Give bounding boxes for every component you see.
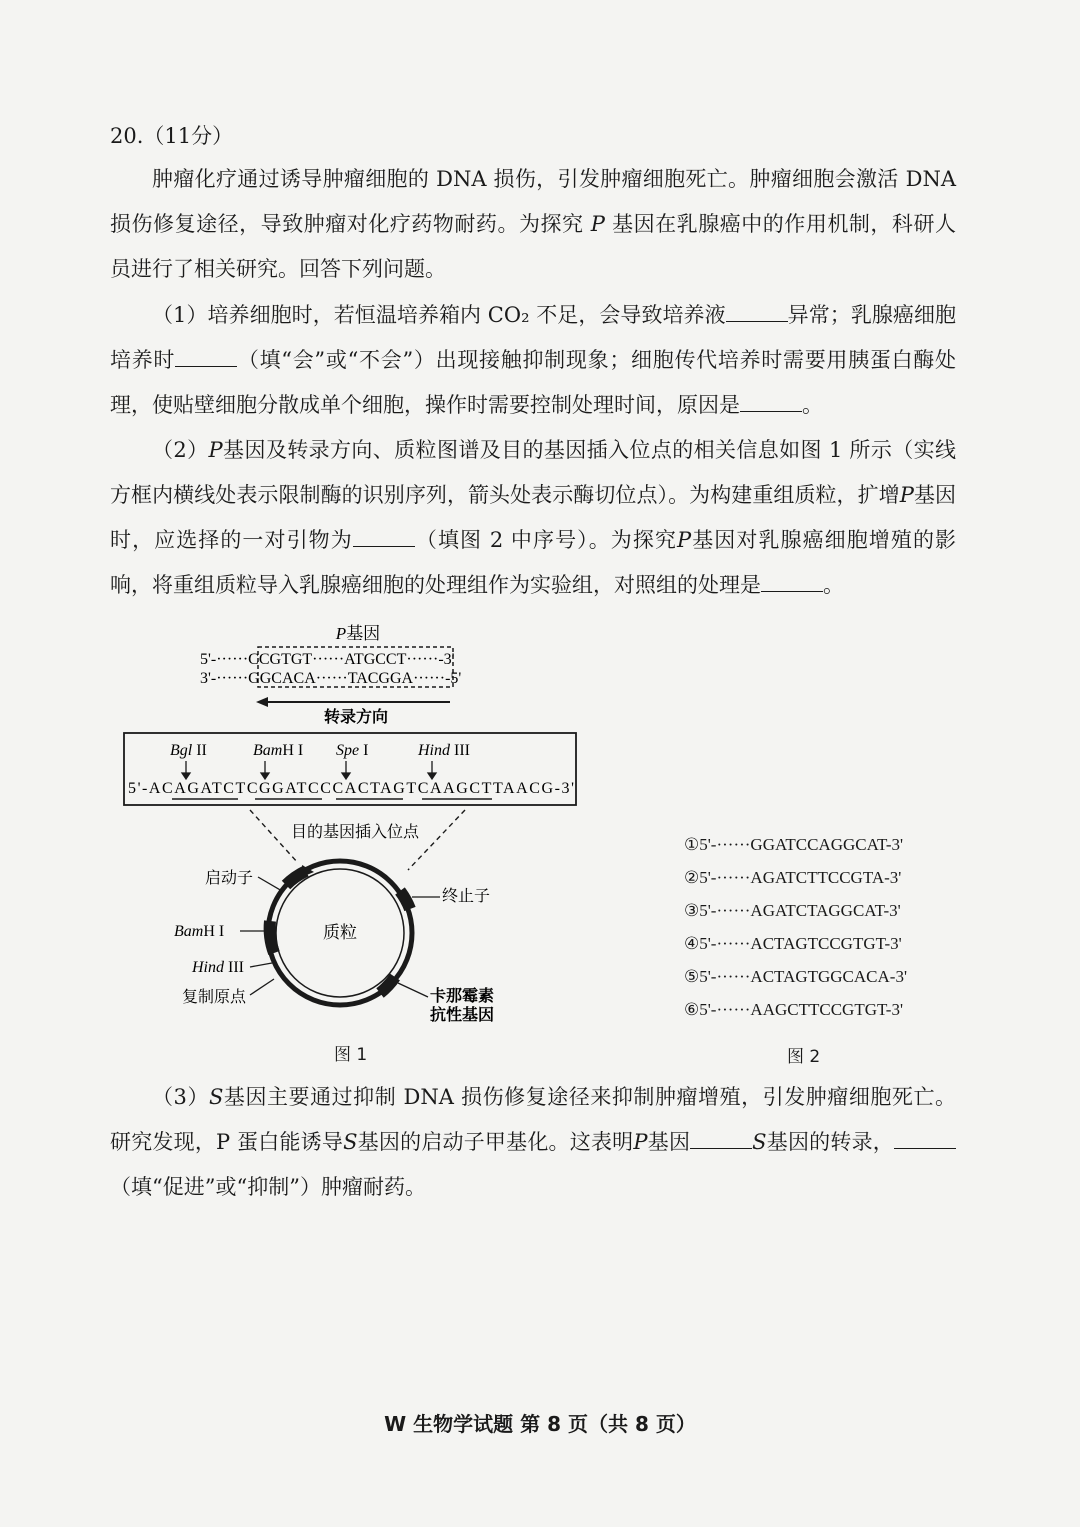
question-number: 20.（11分） (110, 124, 234, 148)
p3-gene-2: S (343, 1130, 358, 1154)
intro-gene: P (590, 212, 605, 236)
p1-text-a: （1）培养细胞时，若恒温培养箱内 CO₂ 不足，会导致培养液 (152, 303, 726, 327)
terminator-segment (400, 891, 410, 909)
part-2 (110, 428, 956, 608)
p2-text-e: 基因对乳腺癌细胞增殖的影响，将重组质粒导入乳腺癌细胞的处理组作为实验组，对照组的处理是 (110, 528, 957, 597)
p2-text-b: 基因及转录方向、质粒图谱及目的基因插入位点的相关信息如图 1 所示（实线方框内横线处表示限制酶的识别序列，箭头处表示酶切位点）。为构建重组质粒，扩增 (110, 438, 956, 507)
p2-text-a: （2） (152, 438, 209, 462)
primer-2: ②5'-······AGATCTTCCGTA-3' (684, 868, 902, 887)
answer-blank-6[interactable] (690, 1126, 752, 1149)
gene-title: P基因 (335, 624, 381, 643)
p2-gene-3: P (677, 528, 692, 552)
bamhi-label: BamH I (174, 923, 225, 940)
intro-tail: 基因在乳腺癌中的作用机制，科研人员进行了相关研究。回答下列问题。 (110, 212, 956, 281)
p1-text-b: 异常；乳腺癌细胞培养时 (110, 303, 957, 372)
p3-gene: S (209, 1085, 224, 1109)
p3-text-a: （3） (152, 1085, 209, 1109)
answer-blank-4[interactable] (353, 524, 415, 547)
primer-5: ⑤5'-······ACTAGTGGCACA-3' (684, 967, 908, 986)
promoter-leader (258, 877, 282, 891)
enzyme-hindiii: Hind III (418, 742, 470, 759)
promoter-label: 启动子 (205, 868, 254, 887)
answer-blank-1[interactable] (726, 299, 788, 322)
p2-gene: P (208, 438, 223, 462)
part-1 (110, 293, 956, 428)
kan-label-2: 抗性基因 (430, 1005, 495, 1024)
primer-3: ③5'-······AGATCTAGGCAT-3' (684, 901, 901, 920)
ori-segment (270, 921, 274, 953)
arrow-head-icon (256, 697, 268, 707)
enzyme-bglii: Bgl II (170, 742, 207, 759)
p2-text-d: （填图 2 中序号）。为探究 (414, 528, 678, 552)
answer-blank-5[interactable] (761, 569, 823, 592)
p3-gene-3: P (633, 1130, 648, 1154)
cut-arrows (182, 761, 436, 779)
primer-6: ⑥5'-······AAGCTTCCGTGT-3' (684, 1000, 904, 1019)
p3-text-b: 基因主要通过抑制 DNA 损伤修复途径来抑制肿瘤增殖，引发肿瘤细胞死亡。研究发现，P 蛋白能诱导 (110, 1085, 956, 1154)
terminator-label: 终止子 (442, 886, 491, 905)
plasmid-label: 质粒 (323, 923, 357, 943)
p2-end: 。 (823, 573, 844, 597)
primer-4: ④5'-······ACTAGTCCGTGT-3' (684, 934, 902, 953)
answer-blank-7[interactable] (894, 1126, 956, 1149)
intro-text: 肿瘤化疗通过诱导肿瘤细胞的 DNA 损伤，引发肿瘤细胞死亡。肿瘤细胞会激活 DNA 损伤修复途径，导致肿瘤对化疗药物耐药。为探究 (110, 167, 956, 236)
p1-text-c: （填“会”或“不会”）出现接触抑制现象；细胞传代培养时需要用胰蛋白酶处理，使贴壁细胞分散成单个细胞，操作时需要控制处理时间，原因是 (110, 348, 956, 417)
p3-text-c: 基因的启动子甲基化。这表明 (357, 1130, 634, 1154)
direction-label: 转录方向 (323, 707, 389, 726)
hindiii-label: Hind III (192, 959, 244, 976)
figure-1 (110, 615, 590, 1065)
origin-leader (250, 979, 274, 995)
coding-strand: 5'-······CCGTGT······ATGCCT······-3' (200, 651, 455, 668)
kan-leader (398, 983, 428, 997)
p1-end: 。 (802, 393, 823, 417)
p2-text-c: 基因时，应选择的一对引物为 (110, 483, 957, 552)
enzyme-spei: Spe I (336, 742, 369, 759)
page-footer: W 生物学试题 第 8 页（共 8 页） (384, 1412, 696, 1436)
p3-gene-4: S (752, 1130, 767, 1154)
template-strand: 3'-······GGCACA······TACGGA······-5' (200, 670, 462, 687)
site-sequence: 5'-ACAGATCTCGGATCCCACTAGTCAAGCTTAACG-3' (128, 780, 574, 797)
answer-blank-3[interactable] (740, 389, 802, 412)
p3-text-f: （填“促进”或“抑制”）肿瘤耐药。 (110, 1175, 426, 1199)
figure-1-caption: 图 1 (334, 1045, 368, 1065)
kan-segment (380, 977, 395, 993)
origin-label: 复制原点 (182, 987, 247, 1006)
figure-2-primers (684, 828, 907, 1026)
p3-text-e: 基因的转录， (766, 1130, 894, 1154)
enzyme-bamhi: BamH I (253, 742, 304, 759)
hindiii-leader (250, 963, 272, 967)
figure-2-caption: 图 2 (787, 1047, 821, 1067)
p2-gene-2: P (899, 483, 914, 507)
answer-blank-2[interactable] (175, 344, 237, 367)
insert-site-label: 目的基因插入位点 (290, 822, 420, 841)
p3-text-d: 基因 (647, 1130, 691, 1154)
part-3 (110, 1075, 956, 1210)
question-intro (110, 157, 956, 292)
kan-label-1: 卡那霉素 (430, 986, 495, 1005)
primer-1: ①5'-······GGATCCAGGCAT-3' (684, 835, 904, 854)
